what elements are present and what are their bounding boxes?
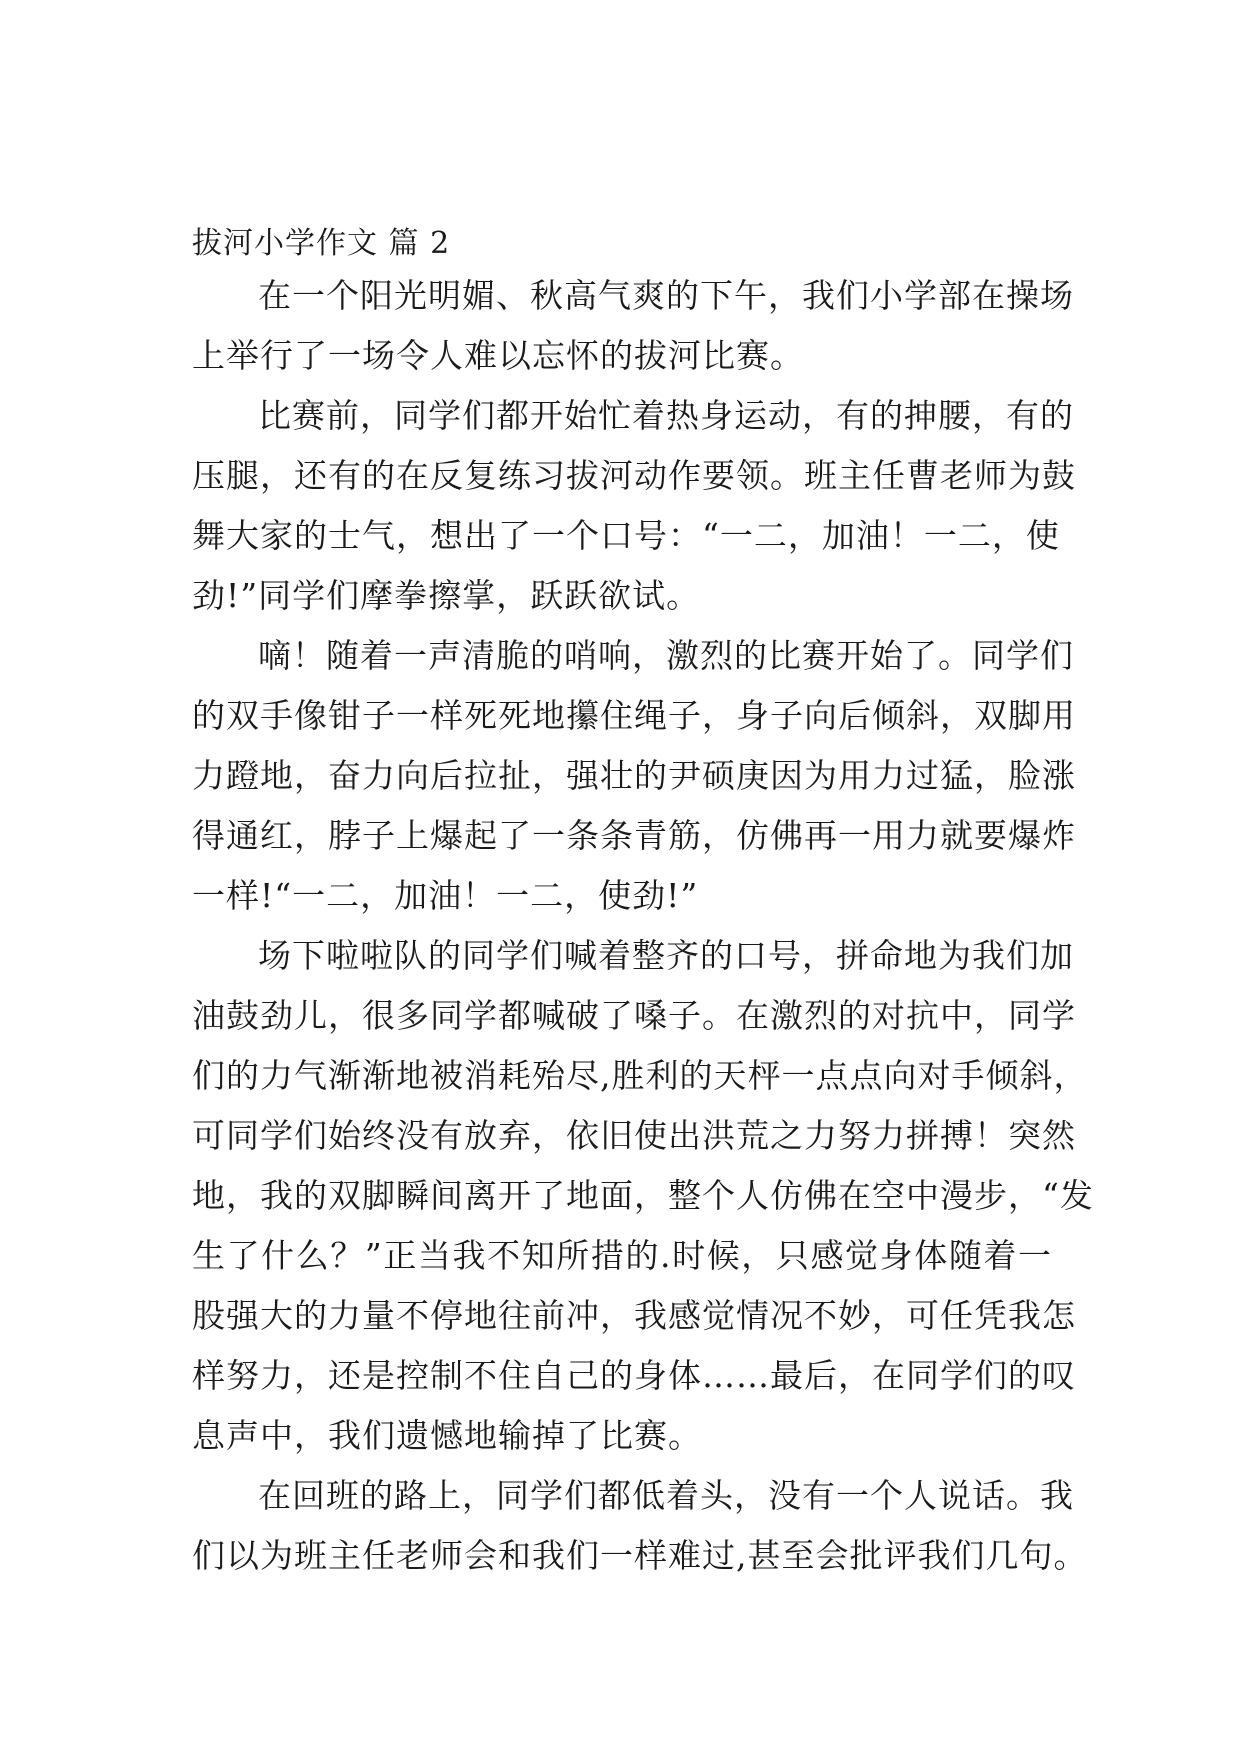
paragraph-line: 一样!“一二，加油！一二，使劲!” bbox=[192, 876, 699, 915]
paragraph-line: 地，我的双脚瞬间离开了地面，整个人仿佛在空中漫步，“发 bbox=[192, 1176, 1094, 1215]
paragraph-line: 力蹬地，奋力向后拉扯，强壮的尹硕庚因为用力过猛，脸涨 bbox=[192, 756, 1076, 795]
paragraph-line: 得通红，脖子上爆起了一条条青筋，仿佛再一用力就要爆炸 bbox=[192, 816, 1076, 855]
paragraph-line: 生了什么？”正当我不知所措的.时候，只感觉身体随着一 bbox=[192, 1236, 1052, 1275]
paragraph bbox=[192, 266, 1074, 386]
document-body bbox=[192, 222, 1094, 1586]
paragraph-line: 样努力，还是控制不住自己的身体……最后，在同学们的叹 bbox=[192, 1356, 1076, 1395]
paragraph-line: 压腿，还有的在反复练习拔河动作要领。班主任曹老师为鼓 bbox=[192, 456, 1076, 495]
paragraph-line: 舞大家的士气，想出了一个口号：“一二，加油！一二，使 bbox=[192, 516, 1060, 555]
paragraph-line: 在一个阳光明媚、秋高气爽的下午，我们小学部在操场 bbox=[258, 276, 1074, 315]
paragraph-line: 上举行了一场令人难以忘怀的拔河比赛。 bbox=[192, 336, 804, 375]
paragraph-line: 比赛前，同学们都开始忙着热身运动，有的抻腰，有的 bbox=[258, 396, 1074, 435]
paragraph-line: 息声中，我们遗憾地输掉了比赛。 bbox=[192, 1416, 702, 1455]
paragraph-line: 们的力气渐渐地被消耗殆尽,胜利的天枰一点点向对手倾斜， bbox=[192, 1056, 1088, 1095]
paragraph bbox=[192, 926, 1094, 1466]
paragraph-line: 在回班的路上，同学们都低着头，没有一个人说话。我 bbox=[258, 1476, 1074, 1515]
paragraph-line: 油鼓劲儿，很多同学都喊破了嗓子。在激烈的对抗中，同学 bbox=[192, 996, 1076, 1035]
paragraph-line: 的双手像钳子一样死死地攥住绳子，身子向后倾斜，双脚用 bbox=[192, 696, 1076, 735]
paragraph-line: 们以为班主任老师会和我们一样难过,甚至会批评我们几句。 bbox=[192, 1536, 1088, 1575]
paragraph-line: 可同学们始终没有放弃，依旧使出洪荒之力努力拼搏！突然 bbox=[192, 1116, 1076, 1155]
paragraph bbox=[192, 1466, 1088, 1586]
document-title: 拔河小学作文 篇 2 bbox=[192, 226, 451, 261]
paragraph bbox=[192, 386, 1076, 626]
paragraph-line: 场下啦啦队的同学们喊着整齐的口号，拼命地为我们加 bbox=[258, 936, 1074, 975]
paragraph-line: 股强大的力量不停地往前冲，我感觉情况不妙，可任凭我怎 bbox=[192, 1296, 1076, 1335]
paragraph bbox=[192, 626, 1076, 926]
paragraph-line: 嘀！随着一声清脆的哨响，激烈的比赛开始了。同学们 bbox=[258, 636, 1074, 675]
paragraph-line: 劲!”同学们摩拳擦掌，跃跃欲试。 bbox=[192, 576, 701, 615]
